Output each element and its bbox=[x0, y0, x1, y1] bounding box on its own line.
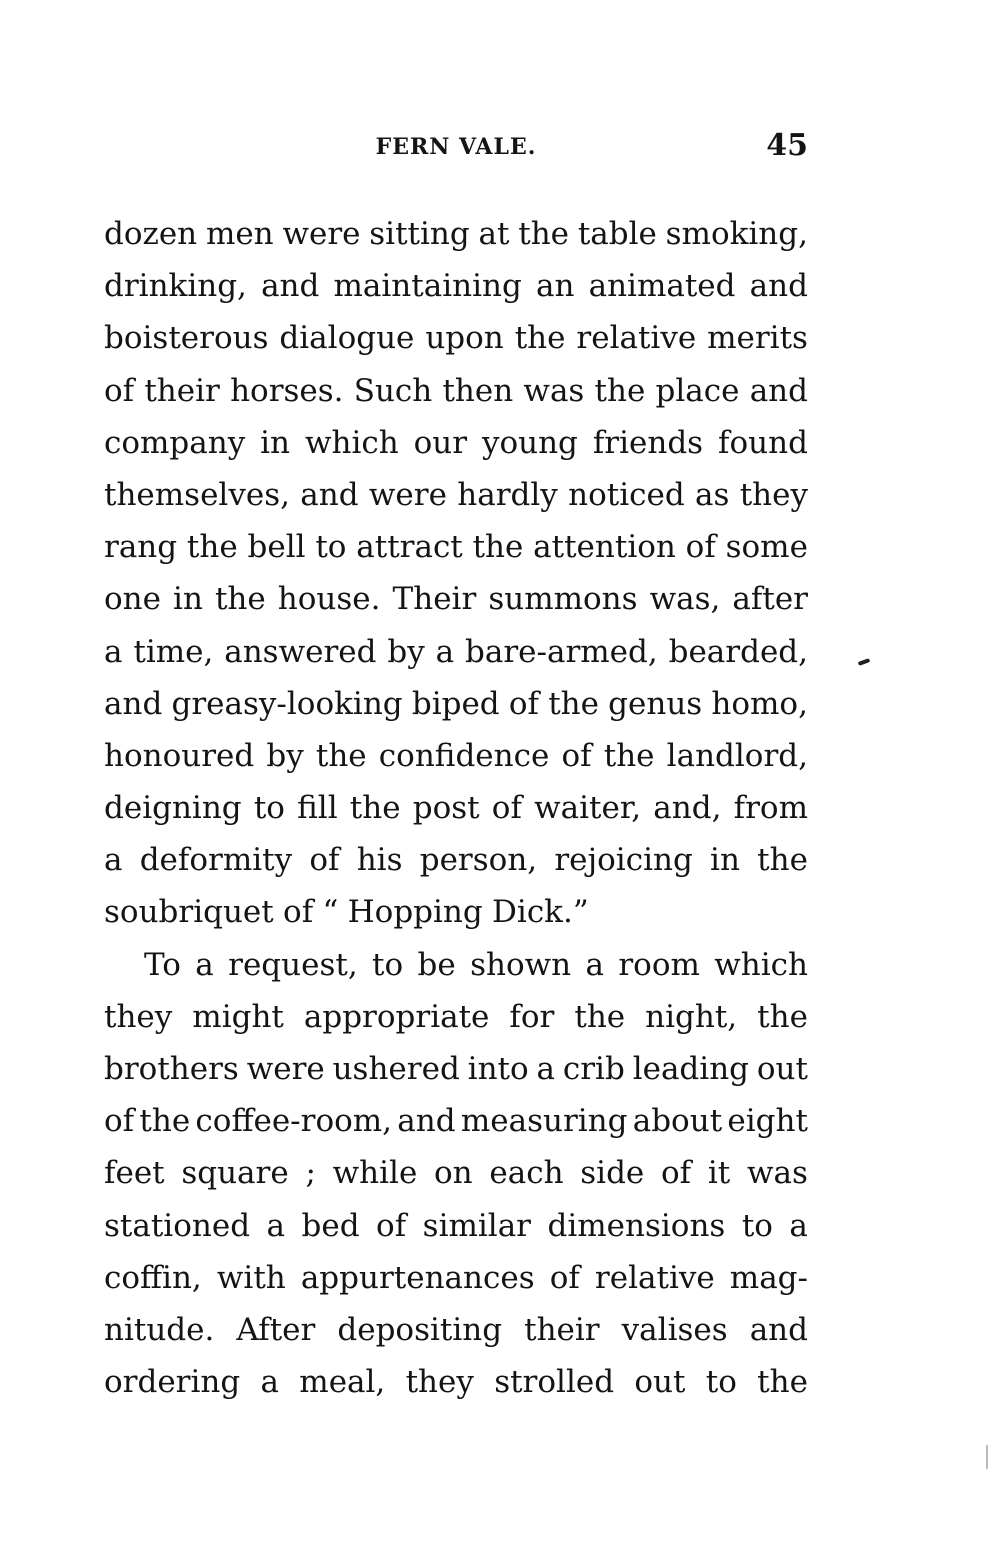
text-line: a deformity of his person, rejoicing in the bbox=[104, 842, 808, 879]
text-line: deigning to fill the post of waiter, and, from bbox=[104, 790, 808, 827]
text-line: feet square ; while on each side of it was bbox=[104, 1155, 808, 1192]
text-line: themselves, and were hardly noticed as they bbox=[104, 476, 808, 513]
text-line: soubriquet of “ Hopping Dick.” bbox=[104, 894, 589, 931]
page-number: 45 bbox=[766, 128, 808, 163]
text-line: ordering a meal, they strolled out to the bbox=[104, 1364, 808, 1401]
text-line: stationed a bed of similar dimensions to a bbox=[104, 1207, 808, 1244]
text-line: nitude. After depositing their valises and bbox=[104, 1311, 808, 1348]
body-text bbox=[104, 208, 808, 1408]
text-line: they might appropriate for the night, the bbox=[104, 998, 808, 1035]
text-line: brothers were ushered into a crib leading out bbox=[104, 1051, 808, 1087]
text-line: boisterous dialogue upon the relative merits bbox=[104, 320, 808, 357]
text-line: of their horses. Such then was the place and bbox=[104, 372, 808, 409]
ink-mark bbox=[858, 658, 871, 666]
page-edge-mark bbox=[986, 1445, 988, 1469]
running-title: FERN VALE. bbox=[375, 134, 537, 160]
text-line: of the coffee-room, and measuring about eight bbox=[104, 1103, 808, 1140]
text-line: honoured by the confidence of the landlord, bbox=[104, 737, 808, 774]
running-head bbox=[104, 128, 808, 168]
text-line: a time, answered by a bare-armed, bearded, bbox=[104, 633, 808, 670]
text-line: dozen men were sitting at the table smoking, bbox=[104, 216, 808, 252]
text-line: drinking, and maintaining an animated and bbox=[104, 268, 808, 305]
text-line: rang the bell to attract the attention of some bbox=[104, 529, 808, 566]
text-line: one in the house. Their summons was, after bbox=[104, 581, 808, 618]
text-line: To a request, to be shown a room which bbox=[144, 946, 808, 983]
text-line: and greasy-looking biped of the genus homo, bbox=[104, 685, 808, 722]
text-line: coffin, with appurtenances of relative mag- bbox=[104, 1259, 808, 1296]
text-line: company in which our young friends found bbox=[104, 424, 808, 461]
